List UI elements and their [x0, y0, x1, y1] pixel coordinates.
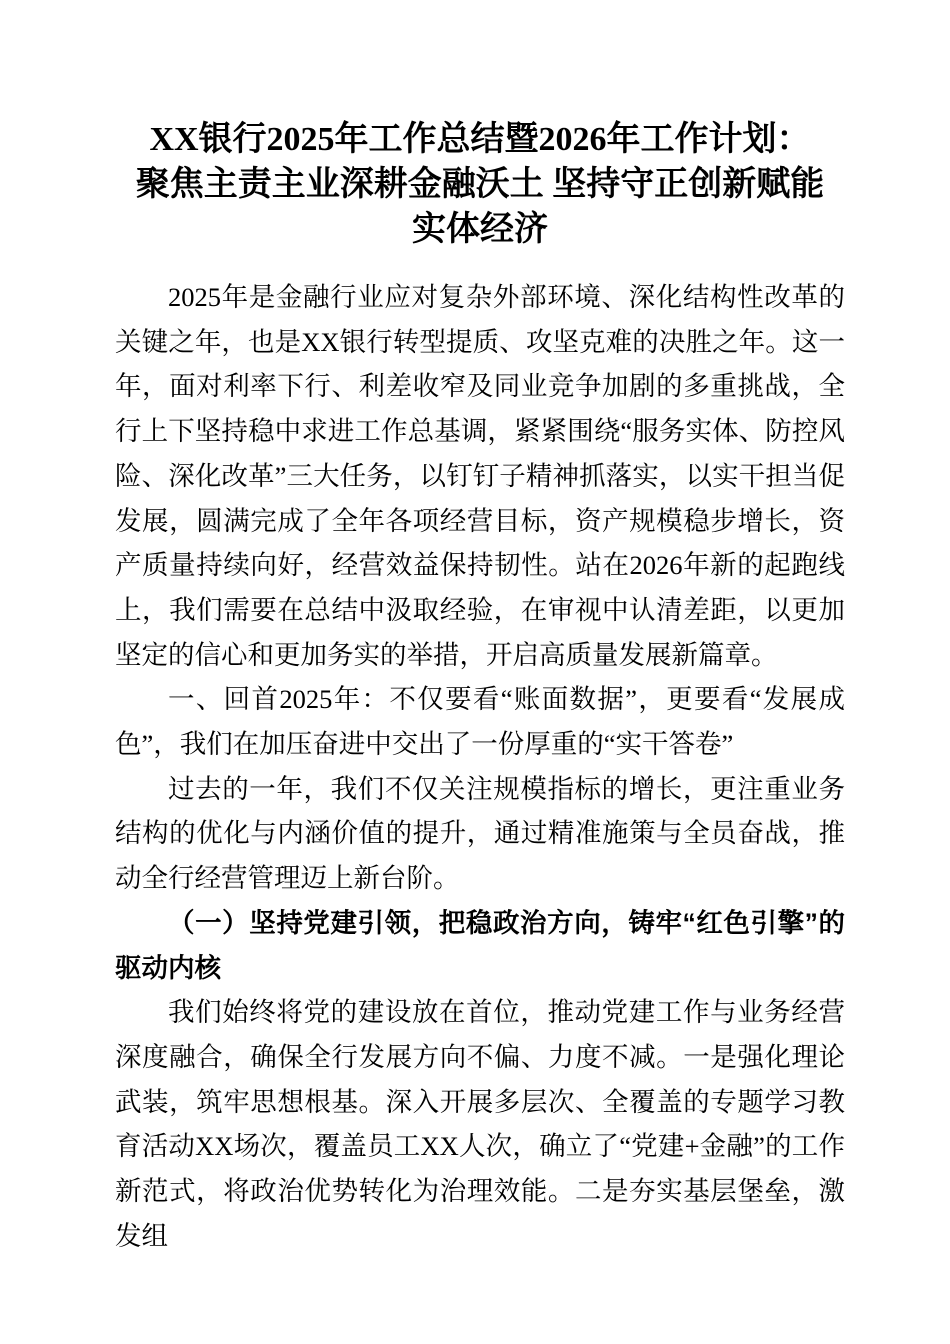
subsection-heading-party-building: （一）坚持党建引领，把稳政治方向，铸牢“红色引擎”的驱动内核: [115, 907, 845, 983]
paragraph-intro: 2025年是金融行业应对复杂外部环境、深化结构性改革的关键之年，也是XX银行转型提质、攻坚克难的决胜之年。这一年，面对利率下行、利差收窄及同业竞争加剧的多重挑战，全行上下坚持稳中求进工作总基调，紧紧围绕“服务实体、防控风险、深化改革”三大任务，以钉钉子精神抓落实，以实干担当促发展，圆满完成了全年各项经营目标，资产规模稳步增长，资产质量持续向好，经营效益保持韧性。站在2026年新的起跑线上，我们需要在总结中汲取经验，在审视中认清差距，以更加坚定的信心和更加务实的举措，开启高质量发展新篇章。: [115, 282, 845, 670]
document-title-line-2: 聚焦主责主业深耕金融沃土 坚持守正创新赋能: [135, 166, 825, 203]
document-title: [115, 117, 845, 252]
section-heading-review-2025: 一、回首2025年：不仅要看“账面数据”，更要看“发展成色”，我们在加压奋进中交出了一份厚重的“实干答卷”: [115, 684, 845, 760]
paragraph-review-summary: 过去的一年，我们不仅关注规模指标的增长，更注重业务结构的优化与内涵价值的提升，通过精准施策与全员奋战，推动全行经营管理迈上新台阶。: [115, 773, 845, 894]
document-content: [115, 0, 845, 1258]
document-title-line-1: XX银行2025年工作总结暨2026年工作计划：: [149, 121, 811, 158]
paragraph-party-building-detail: 我们始终将党的建设放在首位，推动党建工作与业务经营深度融合，确保全行发展方向不偏、力度不减。一是强化理论武装，筑牢思想根基。深入开展多层次、全覆盖的专题学习教育活动XX场次，覆盖员工XX人次，确立了“党建+金融”的工作新范式，将政治优势转化为治理效能。二是夯实基层堡垒，激发组: [115, 997, 845, 1251]
document-title-line-3: 实体经济: [412, 211, 548, 248]
